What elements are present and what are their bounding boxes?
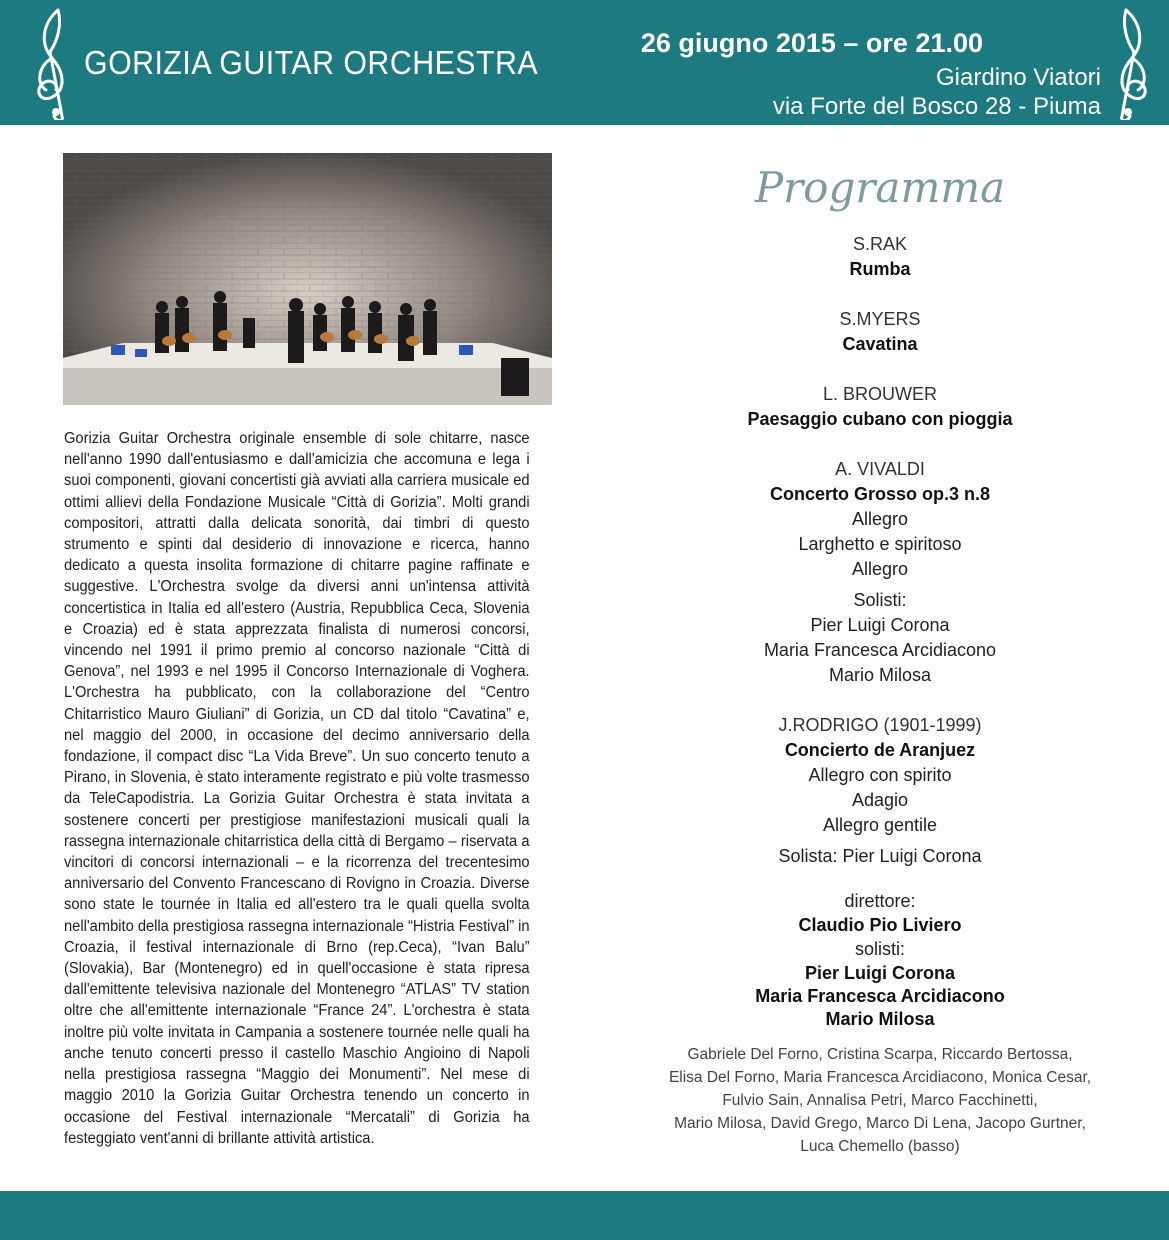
soloists-label: solisti: [854,939,905,959]
composer: L. BROUWER [822,384,937,404]
program-section [640,150,1120,1158]
orchestra-biography: Gorizia Guitar Orchestra originale ensemble di sole chitarre, nasce nell'anno 1990 dall'entusiasmo e dall'amicizia che accomuna e lega i suoi componenti, giovani concertisti già avviati alla carriera musicale ed ottimi allievi della Fondazione Musicale “Città di Gorizia”. Molti grandi compositori, attratti dalla delicata sonorità, dai timbri di questo strumento e spinti dal desiderio di innovazione e ricerca, hanno dedicato a questa insolita formazione di chitarre pagine raffinate e suggestive. L'Orchestra svolge da diversi anni un'intensa attività concertistica in Italia ed all'estero (Austria, Repubblica Ceca, Slovenia e Croazia) ed è stata apprezzata finalista di numerosi concorsi, vincendo nel 1991 il primo premio al concorso nazionale “Città di Genova”, nel 1993 e nel 1995 il Concorso Internazionale di Voghera. L'Orchestra ha pubblicato, con la collaborazione del “Centro Chitarristico Mauro Giuliani” di Gorizia, un CD dal titolo “Cavatina” e, nel maggio del 2000, in occasione del decimo anniversario della fondazione, il compact disc “La Vida Breve”. Un suo concerto tenuto a Pirano, in Slovenia, è stato interamente registrato e più volte trasmesso da TeleCapodistria. La Gorizia Guitar Orchestra è stata invitata a sostenere concerti per prestigiose manifestazioni musicali quali la rassegna internazionale chitarristica della città di Bergamo – riservata a vincitori di concorsi internazionali – e la ricorrenza del trecentesimo anniversario del Convento Francescano di Rovigno in Croazia. Diverse sono state le tournée in Italia ed all'estero tra le quali quella svolta nell'ambito della prestigiosa rassegna internazionale “Histria Festival” in Croazia, il festival internazionale di Brno (rep.Ceca), “Ivan Balu” (Slovakia), Bar (Montenegro) ed in quell'occasione è stata ripresa dall'emittente televisiva nazionale del Montenegro “ATLAS” TV station oltre che all'emittente internazionale “France 24”. L'orchestra è stata inoltre più volte invitata in Campania a sostenere tournée nelle quali ha anche tenuto concerti presso il castello Maschio Angioino di Napoli nella prestigiosa rassegna “Maggio dei Monumenti”. Nel mese di maggio 2010 la Gorizia Guitar Orchestra tenendo un concerto in occasione del Festival internazionale “Mercatali” di Gorizia ha festeggiato vent'anni di brillante attività artistica. [64,430,530,1147]
venue-address: via Forte del Bosco 28 - Piuma [772,93,1101,120]
members-line: Mario Milosa, David Grego, Marco Di Lena, Jacopo Gurtner, [674,1115,1086,1132]
composer: J.RODRIGO (1901-1999) [778,715,982,735]
treble-clef-icon [28,4,78,120]
members-line: Gabriele Del Forno, Cristina Scarpa, Riccardo Bertossa, [687,1046,1073,1063]
orchestra-title: GORIZIA GUITAR ORCHESTRA [84,44,539,81]
composer: S.RAK [852,234,908,254]
soloists-label: Solisti: [853,590,907,610]
orchestra-members [640,1043,1120,1158]
soloist-name: Pier Luigi Corona [810,615,950,635]
header-bar [0,0,1169,125]
soloist-credit: Solista: Pier Luigi Corona [778,846,982,866]
members-line: Luca Chemello (basso) [800,1138,960,1155]
footer-bar [0,1191,1169,1240]
movement: Allegro [851,509,909,529]
members-line: Fulvio Sain, Annalisa Petri, Marco Facchinetti, [722,1092,1038,1109]
movement: Allegro con spirito [808,765,952,785]
director-name: Claudio Pio Liviero [798,915,962,935]
director-label: direttore: [844,891,916,911]
soloist-name: Mario Milosa [828,665,932,685]
program-title: Programma [754,163,1006,212]
work-title: Cavatina [842,334,918,354]
movement: Allegro gentile [822,815,938,835]
soloist-name: Maria Francesca Arcidiacono [763,640,997,660]
concert-date: 26 giugno 2015 – ore 21.00 [640,28,983,58]
concert-stage-image [63,153,552,405]
soloist-name: Mario Milosa [825,1009,935,1029]
orchestra-photo [63,153,552,405]
movement: Allegro [851,559,909,579]
work-title: Rumba [849,259,911,279]
work-title: Concerto Grosso op.3 n.8 [769,484,991,504]
members-line: Elisa Del Forno, Maria Francesca Arcidiacono, Monica Cesar, [668,1069,1092,1086]
work-title: Concierto de Aranjuez [784,740,976,760]
composer: S.MYERS [839,309,921,329]
venue-name: Giardino Viatori [936,64,1101,91]
composer: A. VIVALDI [835,459,925,479]
treble-clef-icon [1106,4,1156,120]
soloist-name: Pier Luigi Corona [804,963,955,983]
soloist-name: Maria Francesca Arcidiacono [755,986,1005,1006]
work-title: Paesaggio cubano con pioggia [747,409,1013,429]
movement: Adagio [851,790,909,810]
movement: Larghetto e spiritoso [798,534,962,554]
